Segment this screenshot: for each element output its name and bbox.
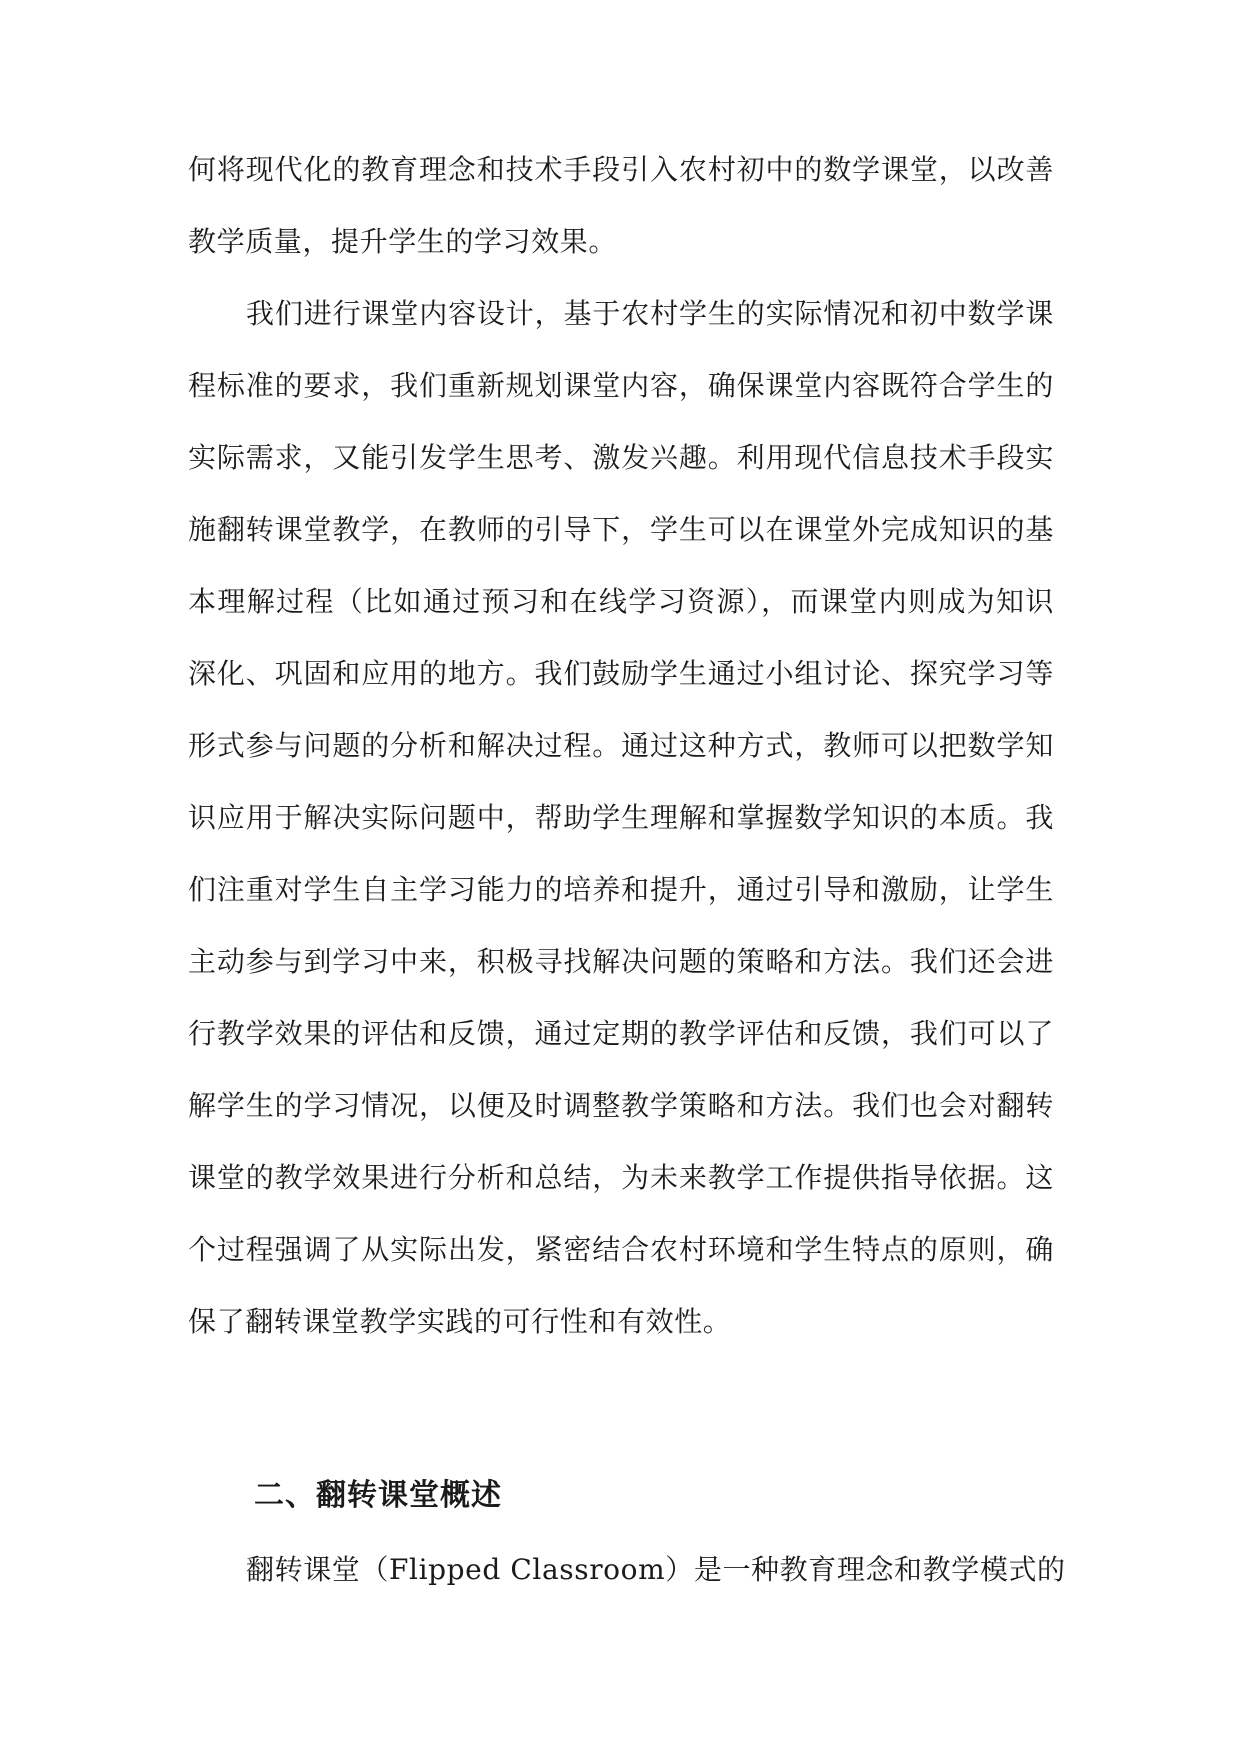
paragraph-line: 们注重对学生自主学习能力的培养和提升，通过引导和激励，让学生 [188,873,1054,906]
paragraph-line: 我们进行课堂内容设计，基于农村学生的实际情况和初中数学课 [246,297,1054,330]
paragraph-line: 深化、巩固和应用的地方。我们鼓励学生通过小组讨论、探究学习等 [188,657,1054,690]
paragraph-line: 何将现代化的教育理念和技术手段引入农村初中的数学课堂，以改善 [188,153,1054,186]
paragraph-line: 解学生的学习情况，以便及时调整教学策略和方法。我们也会对翻转 [188,1089,1054,1122]
paragraph-line: 施翻转课堂教学，在教师的引导下，学生可以在课堂外完成知识的基 [188,513,1054,546]
paragraph-line: 实际需求，又能引发学生思考、激发兴趣。利用现代信息技术手段实 [188,441,1054,474]
paragraph-line: 保了翻转课堂教学实践的可行性和有效性。 [188,1305,732,1338]
paragraph-line: 本理解过程（比如通过预习和在线学习资源），而课堂内则成为知识 [188,585,1054,618]
paragraph-line: 程标准的要求，我们重新规划课堂内容，确保课堂内容既符合学生的 [188,369,1054,402]
paragraph-line: 课堂的教学效果进行分析和总结，为未来教学工作提供指导依据。这 [188,1161,1054,1194]
paragraph-line: 个过程强调了从实际出发，紧密结合农村环境和学生特点的原则，确 [188,1233,1054,1266]
paragraph-line: 教学质量，提升学生的学习效果。 [188,225,618,258]
paragraph-line: 主动参与到学习中来，积极寻找解决问题的策略和方法。我们还会进 [188,945,1054,978]
paragraph-line: 行教学效果的评估和反馈，通过定期的教学评估和反馈，我们可以了 [188,1017,1054,1050]
paragraph-line: 形式参与问题的分析和解决过程。通过这种方式，教师可以把数学知 [188,729,1054,762]
paragraph-line: 翻转课堂（Flipped Classroom）是一种教育理念和教学模式的 [246,1553,1066,1586]
section-heading: 二、翻转课堂概述 [254,1478,502,1513]
paragraph-line: 识应用于解决实际问题中，帮助学生理解和掌握数学知识的本质。我 [188,801,1054,834]
